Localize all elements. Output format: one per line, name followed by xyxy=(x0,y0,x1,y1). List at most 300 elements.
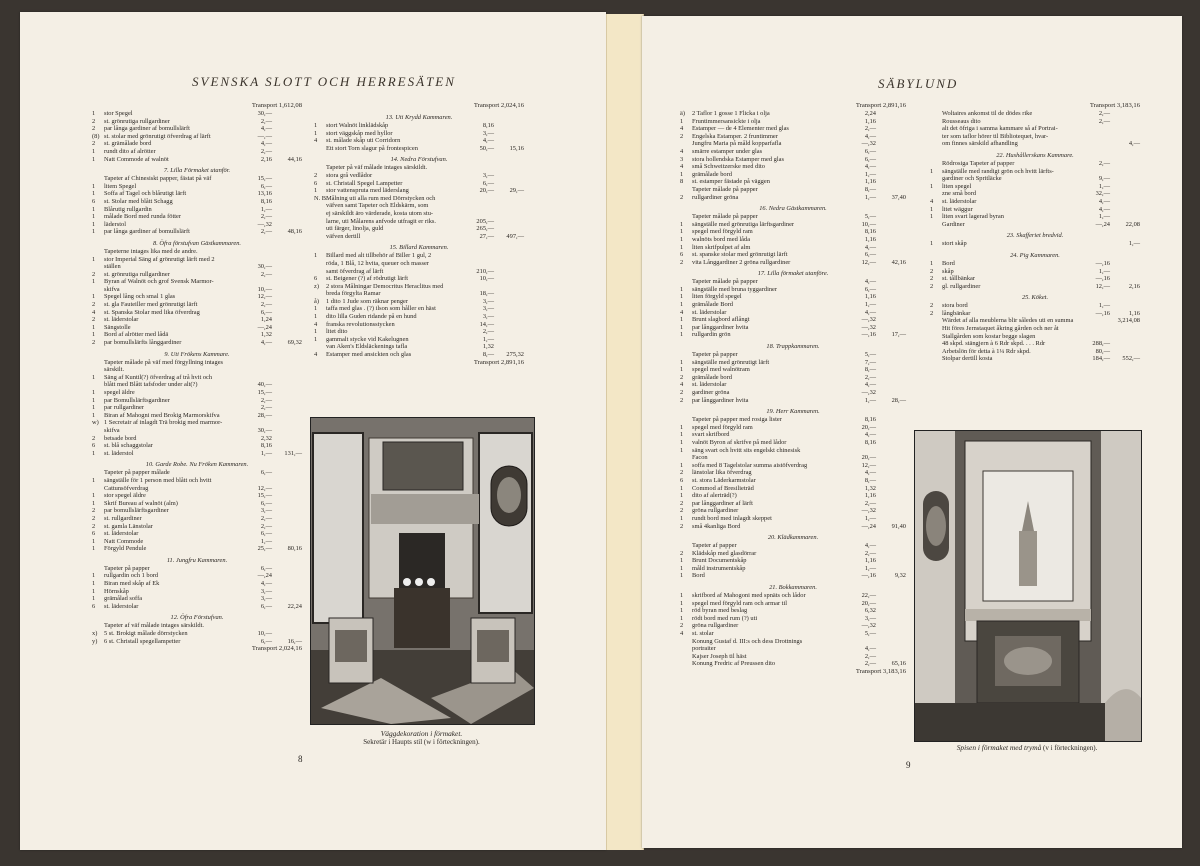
row-item: st. Spanska Stolar med lika öfverdrag xyxy=(104,308,200,316)
row-value: 10,— xyxy=(257,630,272,638)
row-item: måld instrumentskåp xyxy=(692,564,746,572)
row-value: —,16 xyxy=(1095,275,1110,283)
row-quantity: 1 xyxy=(680,614,684,622)
row-value: —,32 xyxy=(861,622,876,630)
inventory-row xyxy=(92,485,302,493)
inventory-row xyxy=(92,221,302,229)
inventory-row xyxy=(92,588,302,596)
row-item: Tapeter på papper xyxy=(692,351,738,359)
row-quantity: 1 xyxy=(92,545,96,553)
row-value: 1,32 xyxy=(482,343,494,351)
inventory-row xyxy=(92,133,302,141)
row-value: 2,— xyxy=(260,514,272,522)
row-value: 1,— xyxy=(1098,302,1110,310)
row-value: —,32 xyxy=(861,140,876,148)
left-column-1 xyxy=(92,102,302,653)
row-quantity: 1 xyxy=(92,155,96,163)
book-spine xyxy=(606,14,644,850)
row-subtotal: 497,— xyxy=(506,232,524,240)
inventory-row xyxy=(92,293,302,301)
row-quantity: 6 xyxy=(680,251,684,259)
row-item: Wärdet af alla meublerna blir således uti en summa xyxy=(942,317,1074,325)
row-item: små Schweitzerske med dito xyxy=(692,163,765,171)
inventory-row xyxy=(314,225,524,233)
row-subtotal: 131,— xyxy=(284,449,302,457)
row-quantity: 2 xyxy=(92,339,96,347)
row-value: 1,— xyxy=(864,170,876,178)
row-quantity: å) xyxy=(314,297,319,305)
row-item: smärre estamper under glas xyxy=(692,147,763,155)
inventory-row xyxy=(680,374,906,382)
row-subtotal: 69,32 xyxy=(287,339,302,347)
row-item: rullgardiner gröna xyxy=(692,193,739,201)
row-subtotal: 4,— xyxy=(1128,140,1140,148)
row-value: 4,— xyxy=(864,308,876,316)
section-heading: 14. Nedra Förstufvan. xyxy=(390,156,448,164)
inventory-row xyxy=(314,195,524,203)
section-heading: 15. Billard Kammaren. xyxy=(389,244,449,252)
row-quantity: 1 xyxy=(92,396,96,404)
row-value: 4,— xyxy=(864,542,876,550)
inventory-row xyxy=(680,194,906,202)
inventory-row xyxy=(680,118,906,126)
row-item: st. Christall Spegel Lampetter xyxy=(326,179,403,187)
row-quantity: 8 xyxy=(680,178,684,186)
row-quantity: 1 xyxy=(92,572,96,580)
row-item: st. stolar xyxy=(692,630,714,638)
row-item: Tapeter på papper målade xyxy=(104,469,170,477)
row-quantity: 1 xyxy=(92,190,96,198)
row-value: 20,— xyxy=(861,599,876,607)
row-value: 8,16 xyxy=(260,442,272,450)
row-value: 6,— xyxy=(260,637,272,645)
row-item: Stolpar dertill kosta xyxy=(942,355,993,363)
row-item: Ett stort Torn slagur på frontespicen xyxy=(326,144,418,152)
row-item: larne, uti Målarens anfvode utfragit er riks. xyxy=(326,217,437,225)
row-item: litet wäggur xyxy=(942,205,973,213)
row-value: 8,16 xyxy=(864,228,876,236)
inventory-row xyxy=(680,660,906,668)
row-quantity: 1 xyxy=(314,252,318,260)
inventory-row xyxy=(314,122,524,130)
row-quantity: 1 xyxy=(314,129,318,137)
inventory-row xyxy=(930,325,1140,333)
wall-decoration-image xyxy=(311,418,534,724)
row-quantity: 1 xyxy=(314,305,318,313)
row-value: —,32 xyxy=(861,389,876,396)
row-quantity: 1 xyxy=(314,328,318,336)
row-value: 1,16 xyxy=(864,557,876,565)
transport-bottom: Transport 3,183,16 xyxy=(855,668,906,675)
row-value: 20,— xyxy=(861,423,876,431)
inventory-row xyxy=(314,233,524,241)
inventory-row xyxy=(680,309,906,317)
inventory-row xyxy=(314,328,524,336)
row-subtotal: 3,214,08 xyxy=(1117,317,1140,325)
inventory-row xyxy=(92,301,302,309)
inventory-row xyxy=(680,125,906,133)
row-item: par långgardiner hvita xyxy=(692,396,749,404)
row-value: 25,— xyxy=(257,545,272,553)
row-item: walnöts bord med låda xyxy=(692,235,751,243)
row-item: st. gla Fauteiller med grönrutigt lärft xyxy=(104,301,198,309)
inventory-row xyxy=(930,183,1140,191)
row-value: 8,— xyxy=(864,366,876,374)
row-item: Soffa af Tagel och blårutigt lärft xyxy=(104,190,187,198)
row-value: 30,— xyxy=(257,426,272,434)
row-quantity: 1 xyxy=(92,213,96,221)
inventory-row xyxy=(92,256,302,264)
row-value: 1,— xyxy=(260,449,272,457)
row-item: Bord xyxy=(942,259,955,267)
row-item: skifva xyxy=(104,285,120,293)
row-item: skifva xyxy=(104,426,120,434)
right-column-1 xyxy=(680,102,906,676)
row-quantity: 1 xyxy=(314,122,318,129)
row-value: 10,— xyxy=(861,220,876,228)
row-quantity: 1 xyxy=(680,607,684,615)
inventory-row xyxy=(930,160,1140,168)
inventory-row xyxy=(680,110,906,118)
section-heading: 23. Skafferiet bredvid. xyxy=(1006,232,1064,240)
row-quantity: 4 xyxy=(680,381,684,389)
row-value: 3,— xyxy=(482,305,494,313)
row-quantity: 1 xyxy=(92,449,96,457)
row-value: 4,— xyxy=(864,645,876,653)
row-value: 184,— xyxy=(1092,355,1110,363)
row-item: ter som taflor hörer til Bibliotequet, hvar- xyxy=(942,132,1049,140)
row-value: 15,— xyxy=(257,492,272,500)
row-value: 12,— xyxy=(861,461,876,469)
row-value: 3,— xyxy=(260,595,272,603)
row-subtotal: 29,— xyxy=(509,187,524,195)
inventory-row xyxy=(680,477,906,485)
page-number-left: 8 xyxy=(298,754,303,764)
inventory-row xyxy=(314,290,524,298)
row-item: Rousseaus dito xyxy=(942,117,981,125)
row-quantity: 4 xyxy=(930,197,934,205)
row-subtotal: 17,— xyxy=(891,331,906,339)
row-item: målade Bord med runda fötter xyxy=(104,213,182,221)
inventory-row xyxy=(314,343,524,351)
row-quantity: 2 xyxy=(92,507,96,515)
row-quantity: 4 xyxy=(680,147,684,155)
inventory-row xyxy=(314,202,524,210)
row-quantity: 1 xyxy=(92,255,96,263)
row-value: 3,— xyxy=(260,587,272,595)
row-item: Stallgården som kostar begge slagen xyxy=(942,332,1036,340)
row-quantity: 6 xyxy=(92,602,96,610)
row-quantity: 1 xyxy=(680,557,684,565)
row-item: Tapeter målade på papper xyxy=(692,213,758,221)
row-item: rullgardin och 1 bord xyxy=(104,572,159,580)
row-quantity: 1 xyxy=(92,323,96,331)
row-item: Tapeter på väf målade intages särskildt. xyxy=(326,164,428,172)
row-subtotal: 1,— xyxy=(1128,240,1140,248)
row-item: dito af alerträd(?) xyxy=(692,492,737,500)
row-item: spegel med förgyld ram xyxy=(692,423,753,431)
row-value: 2,— xyxy=(260,301,272,309)
row-item: par långgardiner af lärft xyxy=(692,499,753,507)
row-item: par rullgardiner xyxy=(104,404,144,412)
inventory-row xyxy=(680,454,906,462)
inventory-row xyxy=(930,168,1140,176)
row-item: betsade bord xyxy=(104,434,137,442)
row-quantity: 1 xyxy=(92,228,96,236)
row-item: st. stora Läderkarmstolar xyxy=(692,476,756,484)
row-value: 1,— xyxy=(864,564,876,572)
inventory-row xyxy=(92,530,302,538)
inventory-row xyxy=(92,389,302,397)
row-quantity: 2 xyxy=(680,622,684,630)
row-value: 6,— xyxy=(864,155,876,163)
row-item: Biran af Mahogni med Brokig Marmorskifva xyxy=(104,411,220,419)
row-item: Tapeterne intages lika med de andre. xyxy=(104,247,198,255)
row-item: Tapeter på papper xyxy=(104,564,150,572)
row-value: 6,— xyxy=(864,147,876,155)
inventory-row xyxy=(680,389,906,397)
inventory-row xyxy=(92,175,302,183)
row-item: st. rullgardiner xyxy=(104,514,142,522)
row-item: sängställe med randigt grön och hvitt lärfts- xyxy=(942,167,1054,175)
inventory-row xyxy=(314,313,524,321)
row-item: stort väggskåp med hyllor xyxy=(326,129,393,137)
row-item: Estamper — de 4 Elementer med glas xyxy=(692,125,789,133)
row-item: st. spanske stolar med grönrutigt lärft xyxy=(692,251,788,259)
inventory-row xyxy=(680,397,906,405)
inventory-row xyxy=(92,198,302,206)
row-quantity: 3 xyxy=(680,155,684,163)
inventory-row xyxy=(680,424,906,432)
inventory-row xyxy=(92,125,302,133)
inventory-row xyxy=(930,310,1140,318)
row-value: 2,— xyxy=(260,396,272,404)
inventory-row xyxy=(92,148,302,156)
inventory-row xyxy=(680,278,906,286)
row-item: taffa med glas . (?) ilson som håller en häst xyxy=(326,305,436,313)
row-quantity: 1 xyxy=(680,431,684,439)
row-quantity: 1 xyxy=(680,316,684,324)
row-value: 2,— xyxy=(260,270,272,278)
inventory-row xyxy=(92,156,302,164)
section-heading: 19. Herr Kammaren. xyxy=(766,408,820,416)
row-item: Konung Fredric af Preussen dito xyxy=(692,660,776,668)
transport-top: Transport 3,183,16 xyxy=(1089,102,1140,109)
row-item: om finnes särskild afhandling xyxy=(942,140,1018,148)
inventory-row xyxy=(92,381,302,389)
row-quantity: z) xyxy=(314,282,319,290)
row-subtotal: 80,16 xyxy=(287,545,302,553)
inventory-row xyxy=(680,600,906,608)
inventory-row xyxy=(92,248,302,256)
row-item: sängställe med grönrutigt lärft xyxy=(692,358,770,366)
row-value: 12,— xyxy=(257,484,272,492)
row-item: stor vattenspruta med läderslang xyxy=(326,187,409,195)
row-value: 6,— xyxy=(482,179,494,187)
row-quantity: 1 xyxy=(314,313,318,321)
row-item: litet dito xyxy=(326,328,348,336)
row-value: —,16 xyxy=(1095,309,1110,317)
transport-top: Transport 2,891,16 xyxy=(855,102,906,109)
inventory-row xyxy=(680,439,906,447)
row-value: 30,— xyxy=(257,110,272,117)
row-quantity: 1 xyxy=(930,167,934,175)
row-quantity: 1 xyxy=(930,182,934,190)
row-value: 4,— xyxy=(1098,205,1110,213)
row-item: stora hollendska Estamper med glas xyxy=(692,155,784,163)
row-item: väfven samt Tapeter och Eldskärm, som xyxy=(326,202,429,210)
row-quantity: 1 xyxy=(680,514,684,522)
section-heading: 12. Öfra Förstufvan. xyxy=(170,614,224,622)
row-value: 2,24 xyxy=(864,110,876,117)
inventory-row xyxy=(680,550,906,558)
row-item: röda, 1 Blå, 12 hvita, queuer och masser xyxy=(326,259,429,267)
row-value: 1,24 xyxy=(260,316,272,324)
inventory-row xyxy=(680,381,906,389)
row-item: st. läderstolar xyxy=(104,602,139,610)
inventory-row xyxy=(92,213,302,221)
section-heading: 18. Trappkammaren. xyxy=(766,343,820,351)
inventory-row xyxy=(930,198,1140,206)
row-quantity: 2 xyxy=(680,389,684,396)
row-item: st. blå schaggstolar xyxy=(104,442,153,450)
row-quantity: 2 xyxy=(680,507,684,515)
row-quantity: 2 xyxy=(680,193,684,201)
row-quantity: 2 xyxy=(680,499,684,507)
row-value: 210,— xyxy=(476,267,494,275)
inventory-row xyxy=(680,324,906,332)
row-value: 4,— xyxy=(1098,197,1110,205)
row-value: 1,— xyxy=(260,205,272,213)
section-heading: 24. Pig Kammaren. xyxy=(1010,251,1060,259)
section-heading: 25. Köket. xyxy=(1021,294,1049,302)
inventory-row xyxy=(680,592,906,600)
inventory-row xyxy=(92,580,302,588)
row-quantity: 1 xyxy=(92,331,96,339)
row-value: 2,32 xyxy=(260,434,272,442)
row-value: 50,— xyxy=(479,144,494,152)
inventory-row xyxy=(92,427,302,435)
right-caption-title: Spisen i förmaket med trymå xyxy=(956,743,1042,752)
transport-top: Transport 2,024,16 xyxy=(473,102,524,109)
row-item: Billard med alt tillbehör af Biller 1 gul, 2 xyxy=(326,252,432,260)
row-item: Biran med skåp af Ek xyxy=(104,580,160,588)
inventory-row xyxy=(680,565,906,573)
row-item: liten skrifpulpet af alm xyxy=(692,243,751,251)
row-item: dito lilla Guden ridande på en hund xyxy=(326,313,417,321)
right-photo-caption xyxy=(914,744,1140,752)
row-value: 8,16 xyxy=(864,438,876,446)
row-value: —,— xyxy=(257,132,272,140)
row-item: särskilt. xyxy=(104,366,125,374)
row-item: st. stolar med grönrutigt öfverdrag af lärft xyxy=(104,132,211,140)
inventory-row xyxy=(314,164,524,172)
row-item: Jungfru Maria på måld kopparfafla xyxy=(692,140,782,148)
row-quantity: 2 xyxy=(680,396,684,404)
row-quantity: 1 xyxy=(680,323,684,331)
row-value: —,32 xyxy=(257,220,272,228)
row-quantity: 2 xyxy=(92,316,96,324)
inventory-row xyxy=(680,645,906,653)
inventory-row xyxy=(92,538,302,546)
row-item: st. grönrutiga rullgardiner xyxy=(104,270,170,278)
row-quantity: 1 xyxy=(680,438,684,446)
row-item: sängställe med grönrutiga lärftsgardiner xyxy=(692,220,795,228)
row-item: Spegel lång och smal 1 glas xyxy=(104,293,176,301)
row-item: läderstol xyxy=(104,220,127,228)
row-quantity: 1 xyxy=(680,331,684,339)
row-quantity: 1 xyxy=(680,228,684,236)
row-value: 6,— xyxy=(260,469,272,477)
row-item: Kajser Joseph til häst xyxy=(692,652,747,660)
row-item: Tapeter målade på väf med förgyllning intages xyxy=(104,358,224,366)
inventory-row xyxy=(314,130,524,138)
row-value: 2,— xyxy=(1098,117,1110,125)
inventory-row xyxy=(680,469,906,477)
row-subtotal: 65,16 xyxy=(891,660,906,668)
row-item: Klädskåp med glasdörrar xyxy=(692,549,757,557)
row-item: stor spegel äldre xyxy=(104,492,146,500)
row-quantity: 1 xyxy=(680,293,684,301)
row-subtotal: 91,40 xyxy=(891,522,906,530)
row-item: ställen xyxy=(104,263,121,271)
row-quantity: 4 xyxy=(680,163,684,171)
row-quantity: x) xyxy=(92,630,98,638)
row-quantity: 6 xyxy=(92,530,96,538)
inventory-row xyxy=(680,156,906,164)
row-value: 2,— xyxy=(260,522,272,530)
row-item: gröna rullgardiner xyxy=(692,622,739,630)
row-quantity: 1 xyxy=(930,240,934,248)
row-quantity: 2 xyxy=(92,125,96,133)
row-item: st. läderstol xyxy=(104,449,134,457)
inventory-row xyxy=(92,412,302,420)
inventory-row xyxy=(92,397,302,405)
row-quantity: 1 xyxy=(92,580,96,588)
row-item: par bomullslärfts långgardiner xyxy=(104,339,182,347)
row-value: 10,— xyxy=(479,275,494,283)
row-value: —,16 xyxy=(861,331,876,339)
row-quantity: 1 xyxy=(680,243,684,251)
inventory-row xyxy=(92,263,302,271)
row-quantity: 1 xyxy=(92,110,96,117)
row-item: st. tållbänkar xyxy=(942,275,976,283)
row-item: Tapeter af Chinesiskt papper, fästat på väf xyxy=(104,175,212,183)
row-item: stor Imperial Säng af grönrutigt lärft med 2 xyxy=(104,255,215,263)
inventory-row xyxy=(92,469,302,477)
row-item: 2 Taflor 1 gosse 1 Flicka i olja xyxy=(692,110,770,117)
row-item: blått med Blått tafsfoder under alt(?) xyxy=(104,381,198,389)
row-item: spegel äldre xyxy=(104,389,135,396)
row-quantity: 1 xyxy=(92,220,96,228)
inventory-row xyxy=(92,374,302,382)
inventory-row xyxy=(92,271,302,279)
inventory-row xyxy=(930,275,1140,283)
row-item: Natt Commode af walnöt xyxy=(104,155,169,163)
row-value: 3,— xyxy=(482,129,494,137)
row-quantity: 2 xyxy=(92,117,96,125)
inventory-row xyxy=(92,366,302,374)
row-value: 7,— xyxy=(864,358,876,366)
inventory-row xyxy=(314,283,524,291)
inventory-row xyxy=(930,221,1140,229)
row-item: st. gamla Länstolar xyxy=(104,522,153,530)
row-value: 6,— xyxy=(260,182,272,190)
row-quantity: 1 xyxy=(680,220,684,228)
row-item: 48 skpd. stängjern à 6 Rdr skpd. . . . Rdr xyxy=(942,340,1046,348)
inventory-row xyxy=(92,435,302,443)
row-item: gardiner och Spritläcke xyxy=(942,175,1002,183)
